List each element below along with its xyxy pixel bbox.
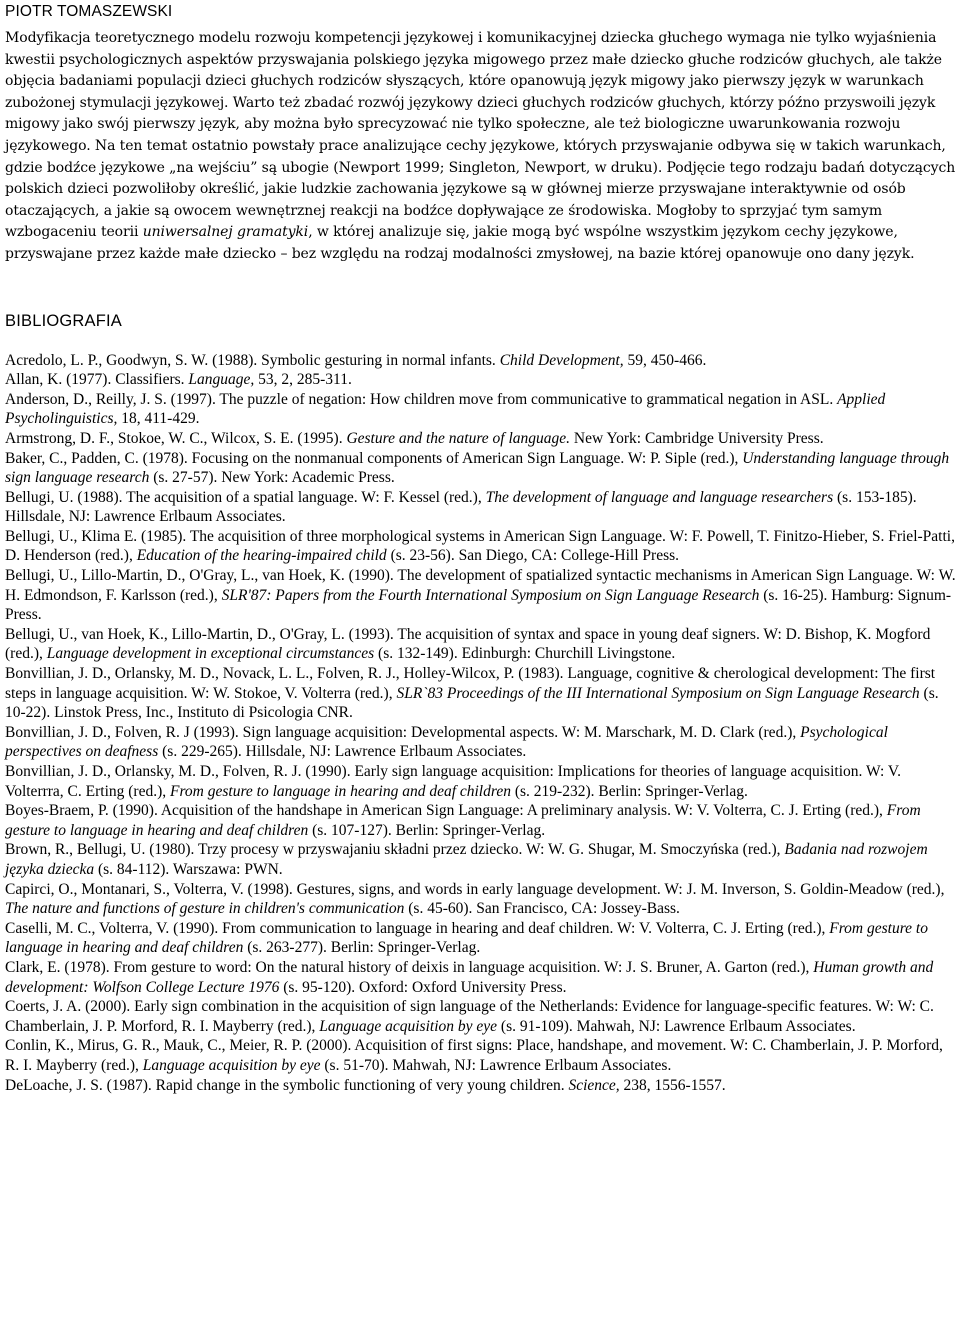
text-run: Bonvillian, J. D., Orlansky, M. D., Folven, R. J. (1990). Early sign language acquisition: Implications for theories of language acquisition. W: V. Volterrra, C. Erting (red.), (5, 763, 902, 800)
italic-text: SLR`83 Proceedings of the III International Symposium on Sign Language Research (396, 684, 920, 702)
text-run: Clark, E. (1978). From gesture to word: On the natural history of deixis in language acquisition. W: J. S. Bruner, A. Garton (red.), (5, 958, 814, 976)
bibliography-heading: BIBLIOGRAFIA (5, 311, 123, 330)
text-run: Acredolo, L. P., Goodwyn, S. W. (1988). Symbolic gesturing in normal infants. (5, 351, 500, 369)
text-run: Baker, C., Padden, C. (1978). Focusing on the nonmanual components of American Sign Language. W: P. Siple (red.), (5, 449, 743, 467)
text-run: Caselli, M. C., Volterra, V. (1990). From communication to language in hearing and deaf children. W: V. Volterra, C. J. Erting (red.), (5, 919, 830, 937)
text-run: Bellugi, U., van Hoek, K., Lillo-Martin, D., O'Gray, L. (1993). The acquisition of syntax and space in young deaf signers. W: D. Bishop, K. Mogford (red.), (5, 625, 931, 663)
text-run: (s. 84-112). Warszawa: PWN. (94, 860, 283, 878)
text-run: , w której analizuje się, jakie mogą być wspólne wszystkim językom cechy językowe, przyswajane przez każde małe dziecko – bez względu na rodzaj modalności zmysłowej, na bazie której opanowuje ono dany język. (5, 224, 915, 262)
text-run: DeLoache, J. S. (1987). Rapid change in the symbolic functioning of very young children. (5, 1076, 569, 1094)
bibliography-entry (5, 527, 957, 566)
body-paragraph (5, 28, 957, 266)
text-run: Conlin, K., Mirus, G. R., Mauk, C., Meier, R. P. (2000). Acquisition of first signs: Place, handshape, and movement. W: C. Chamberlain, J. P. Morford, R. I. Mayberry (red.), (5, 1037, 943, 1074)
text-run: Bonvillian, J. D., Folven, R. J (1993). Sign language acquisition: Developmental aspects. W: M. Marschark, M. D. Clark (red.), (5, 723, 801, 741)
italic-text: Language acquisition by eye (319, 1017, 498, 1035)
text-run: Coerts, J. A. (2000). Early sign combination in the acquisition of sign language of the Netherlands: Evidence for language-specific features. W: W: C. Chamberlain, J. P. Morford, R. I. Mayberry (red.), (5, 998, 934, 1035)
bibliography-entry (5, 1036, 957, 1075)
text-run: (s. 51-70). Mahwah, NJ: Lawrence Erlbaum Associates. (320, 1056, 672, 1074)
bibliography-entry (5, 762, 957, 801)
text-run: (s. 229-265). Hillsdale, NJ: Lawrence Erlbaum Associates. (158, 743, 527, 761)
text-run: Anderson, D., Reilly, J. S. (1997). The puzzle of negation: How children move from communicative to grammatical negation in ASL. (5, 390, 838, 408)
text-run: Allan, K. (1977). Classifiers. (5, 371, 189, 389)
text-run: (s. 153-185). Hillsdale, NJ: Lawrence Erlbaum Associates. (5, 488, 917, 526)
italic-text: Applied Psycholinguistics, (5, 390, 886, 428)
text-run: Bellugi, U., Klima E. (1985). The acquisition of three morphological systems in American Sign Language. W: F. Powell, T. Finitzo-Hieber, S. Friel-Patti, D. Henderson (red.), (5, 527, 955, 565)
bibliography-entry (5, 390, 957, 429)
text-run: (s. 23-56). San Diego, CA: College-Hill Press. (386, 547, 680, 565)
italic-text: Science, (568, 1076, 620, 1094)
text-run: Brown, R., Bellugi, U. (1980). Trzy procesy w przyswajaniu składni przez dziecko. W: W. G. Shugar, M. Smoczyńska (red.), (5, 841, 785, 859)
bibliography-entry (5, 664, 957, 723)
bibliography-entry (5, 801, 957, 840)
italic-text: Psychological perspectives on deafness (5, 723, 888, 761)
text-run: Capirci, O., Montanari, S., Volterra, V. (1998). Gestures, signs, and words in early language development. W: J. M. Inverson, S. Goldin-Meadow (red.), (5, 880, 945, 898)
running-header-author: PIOTR TOMASZEWSKI (5, 3, 173, 20)
text-run: (s. 45-60). San Francisco, CA: Jossey-Bass. (404, 900, 680, 918)
bibliography-entry (5, 958, 957, 997)
bibliography-list (5, 351, 957, 1096)
document-page (5, 0, 957, 1095)
italic-text: Language development in exceptional circumstances (46, 645, 375, 663)
text-run: (s. 27-57). New York: Academic Press. (149, 469, 395, 487)
text-run: 18, 411-429. (117, 410, 200, 428)
italic-text: Understanding language through sign language research (5, 449, 950, 487)
italic-text: From gesture to language in hearing and deaf children (170, 782, 511, 800)
text-run: Armstrong, D. F., Stokoe, W. C., Wilcox, S. E. (1995). (5, 429, 347, 447)
italic-text: From gesture to language in hearing and deaf children (5, 802, 921, 839)
bibliography-entry (5, 625, 957, 664)
text-run: (s. 95-120). Oxford: Oxford University Press. (279, 978, 567, 996)
bibliography-entry (5, 1076, 957, 1096)
bibliography-entry (5, 880, 957, 919)
italic-text: From gesture to language in hearing and deaf children (5, 919, 928, 957)
bibliography-entry (5, 840, 957, 879)
text-run: 238, 1556-1557. (619, 1076, 726, 1094)
text-run: New York: Cambridge University Press. (570, 429, 824, 447)
text-run: 53, 2, 285-311. (254, 371, 352, 389)
bibliography-entry (5, 997, 957, 1036)
text-run: (s. 16-25). Hamburg: Signum-Press. (5, 586, 952, 624)
text-run: Boyes-Braem, P. (1990). Acquisition of the handshape in American Sign Language: A preliminary analysis. W: V. Volterra, C. J. Erting (red.), (5, 802, 887, 820)
italic-text: Language, (188, 371, 255, 389)
text-run: (s. 132-149). Edinburgh: Churchill Livingstone. (374, 645, 676, 663)
text-run: (s. 91-109). Mahwah, NJ: Lawrence Erlbaum Associates. (497, 1017, 856, 1035)
text-run: (s. 107-127). Berlin: Springer-Verlag. (308, 821, 546, 839)
text-run: Bellugi, U. (1988). The acquisition of a spatial language. W: F. Kessel (red.), (5, 488, 486, 506)
bibliography-entry (5, 488, 957, 527)
italic-text: Badania nad rozwojem języka dziecka (5, 841, 928, 878)
italic-text: Education of the hearing-impaired child (136, 547, 387, 565)
italic-text: Language acquisition by eye (142, 1056, 321, 1074)
italic-text: Gesture and the nature of language. (346, 429, 571, 447)
text-run: Modyfikacja teoretycznego modelu rozwoju kompetencji językowej i komunikacyjnej dziecka głuchego wymaga nie tylko wyjaśnienia kwestii psychologicznych aspektów przyswajania polskiego języka migowego przez małe dziecko głuche rodziców głuchych, ale także objęcia badaniami populacji dzieci głuchych rodziców słyszących, które opanowują język migowy jako pierwszy język w warunkach zubożonej stymulacji językowej. Warto też zbadać rozwój językowy dzieci głuchych rodziców głuchych, którzy późno przyswoili język migowy jako swój pierwszy język, aby można było sprecyzować nie tylko społeczne, ale też biologiczne uwarunkowania rozwoju językowego. Na ten temat ostatnio powstały prace analizujące cechy językowe, których przyswajanie odbywa się w takich warunkach, gdzie bodźce językowe „na wejściu” są ubogie (Newport 1999; Singleton, Newport, w druku). Podjęcie tego rodzaju badań dotyczących polskich dzieci pozwoliłoby określić, jakie ludzkie zachowania językowe są w głównej mierze przyswajane interaktywnie od osób otaczających, a jakie są owocem wewnętrznej reakcji na bodźce dopływające ze środowiska. Mogłoby to sprzyjać tym samym wzbogaceniu teorii (5, 30, 956, 241)
bibliography-entry (5, 351, 957, 371)
text-run: (s. 10-22). Linstok Press, Inc., Instituto di Psicologia CNR. (5, 684, 939, 722)
italic-text: SLR'87: Papers from the Fourth International Symposium on Sign Language Research (221, 586, 760, 604)
bibliography-entry (5, 449, 957, 488)
italic-text: Human growth and development: Wolfson College Lecture 1976 (5, 958, 934, 996)
text-run: Bellugi, U., Lillo-Martin, D., O'Gray, L., van Hoek, K. (1990). The development of spatialized syntactic mechanisms in American Sign Language. W: W. H. Edmondson, F. Karlsson (red.), (5, 567, 956, 604)
bibliography-entry (5, 429, 957, 449)
bibliography-entry (5, 919, 957, 958)
text-run: (s. 263-277). Berlin: Springer-Verlag. (243, 939, 481, 957)
bibliography-entry (5, 566, 957, 625)
bibliography-entry (5, 723, 957, 762)
italic-text: The nature and functions of gesture in children's communication (5, 900, 405, 918)
italic-text: Child Development, (499, 351, 624, 369)
text-run: 59, 450-466. (623, 351, 707, 369)
text-run: (s. 219-232). Berlin: Springer-Verlag. (510, 782, 748, 800)
italic-text: The development of language and language researchers (485, 488, 834, 506)
italic-text: uniwersalnej gramatyki (142, 224, 309, 241)
text-run: Bonvillian, J. D., Orlansky, M. D., Novack, L. L., Folven, R. J., Holley-Wilcox, P. (1983). Language, cognitive & cherological development: The first steps in language acquisition. W: W. Stokoe, V. Volterra (red.), (5, 665, 936, 702)
bibliography-entry (5, 370, 957, 390)
